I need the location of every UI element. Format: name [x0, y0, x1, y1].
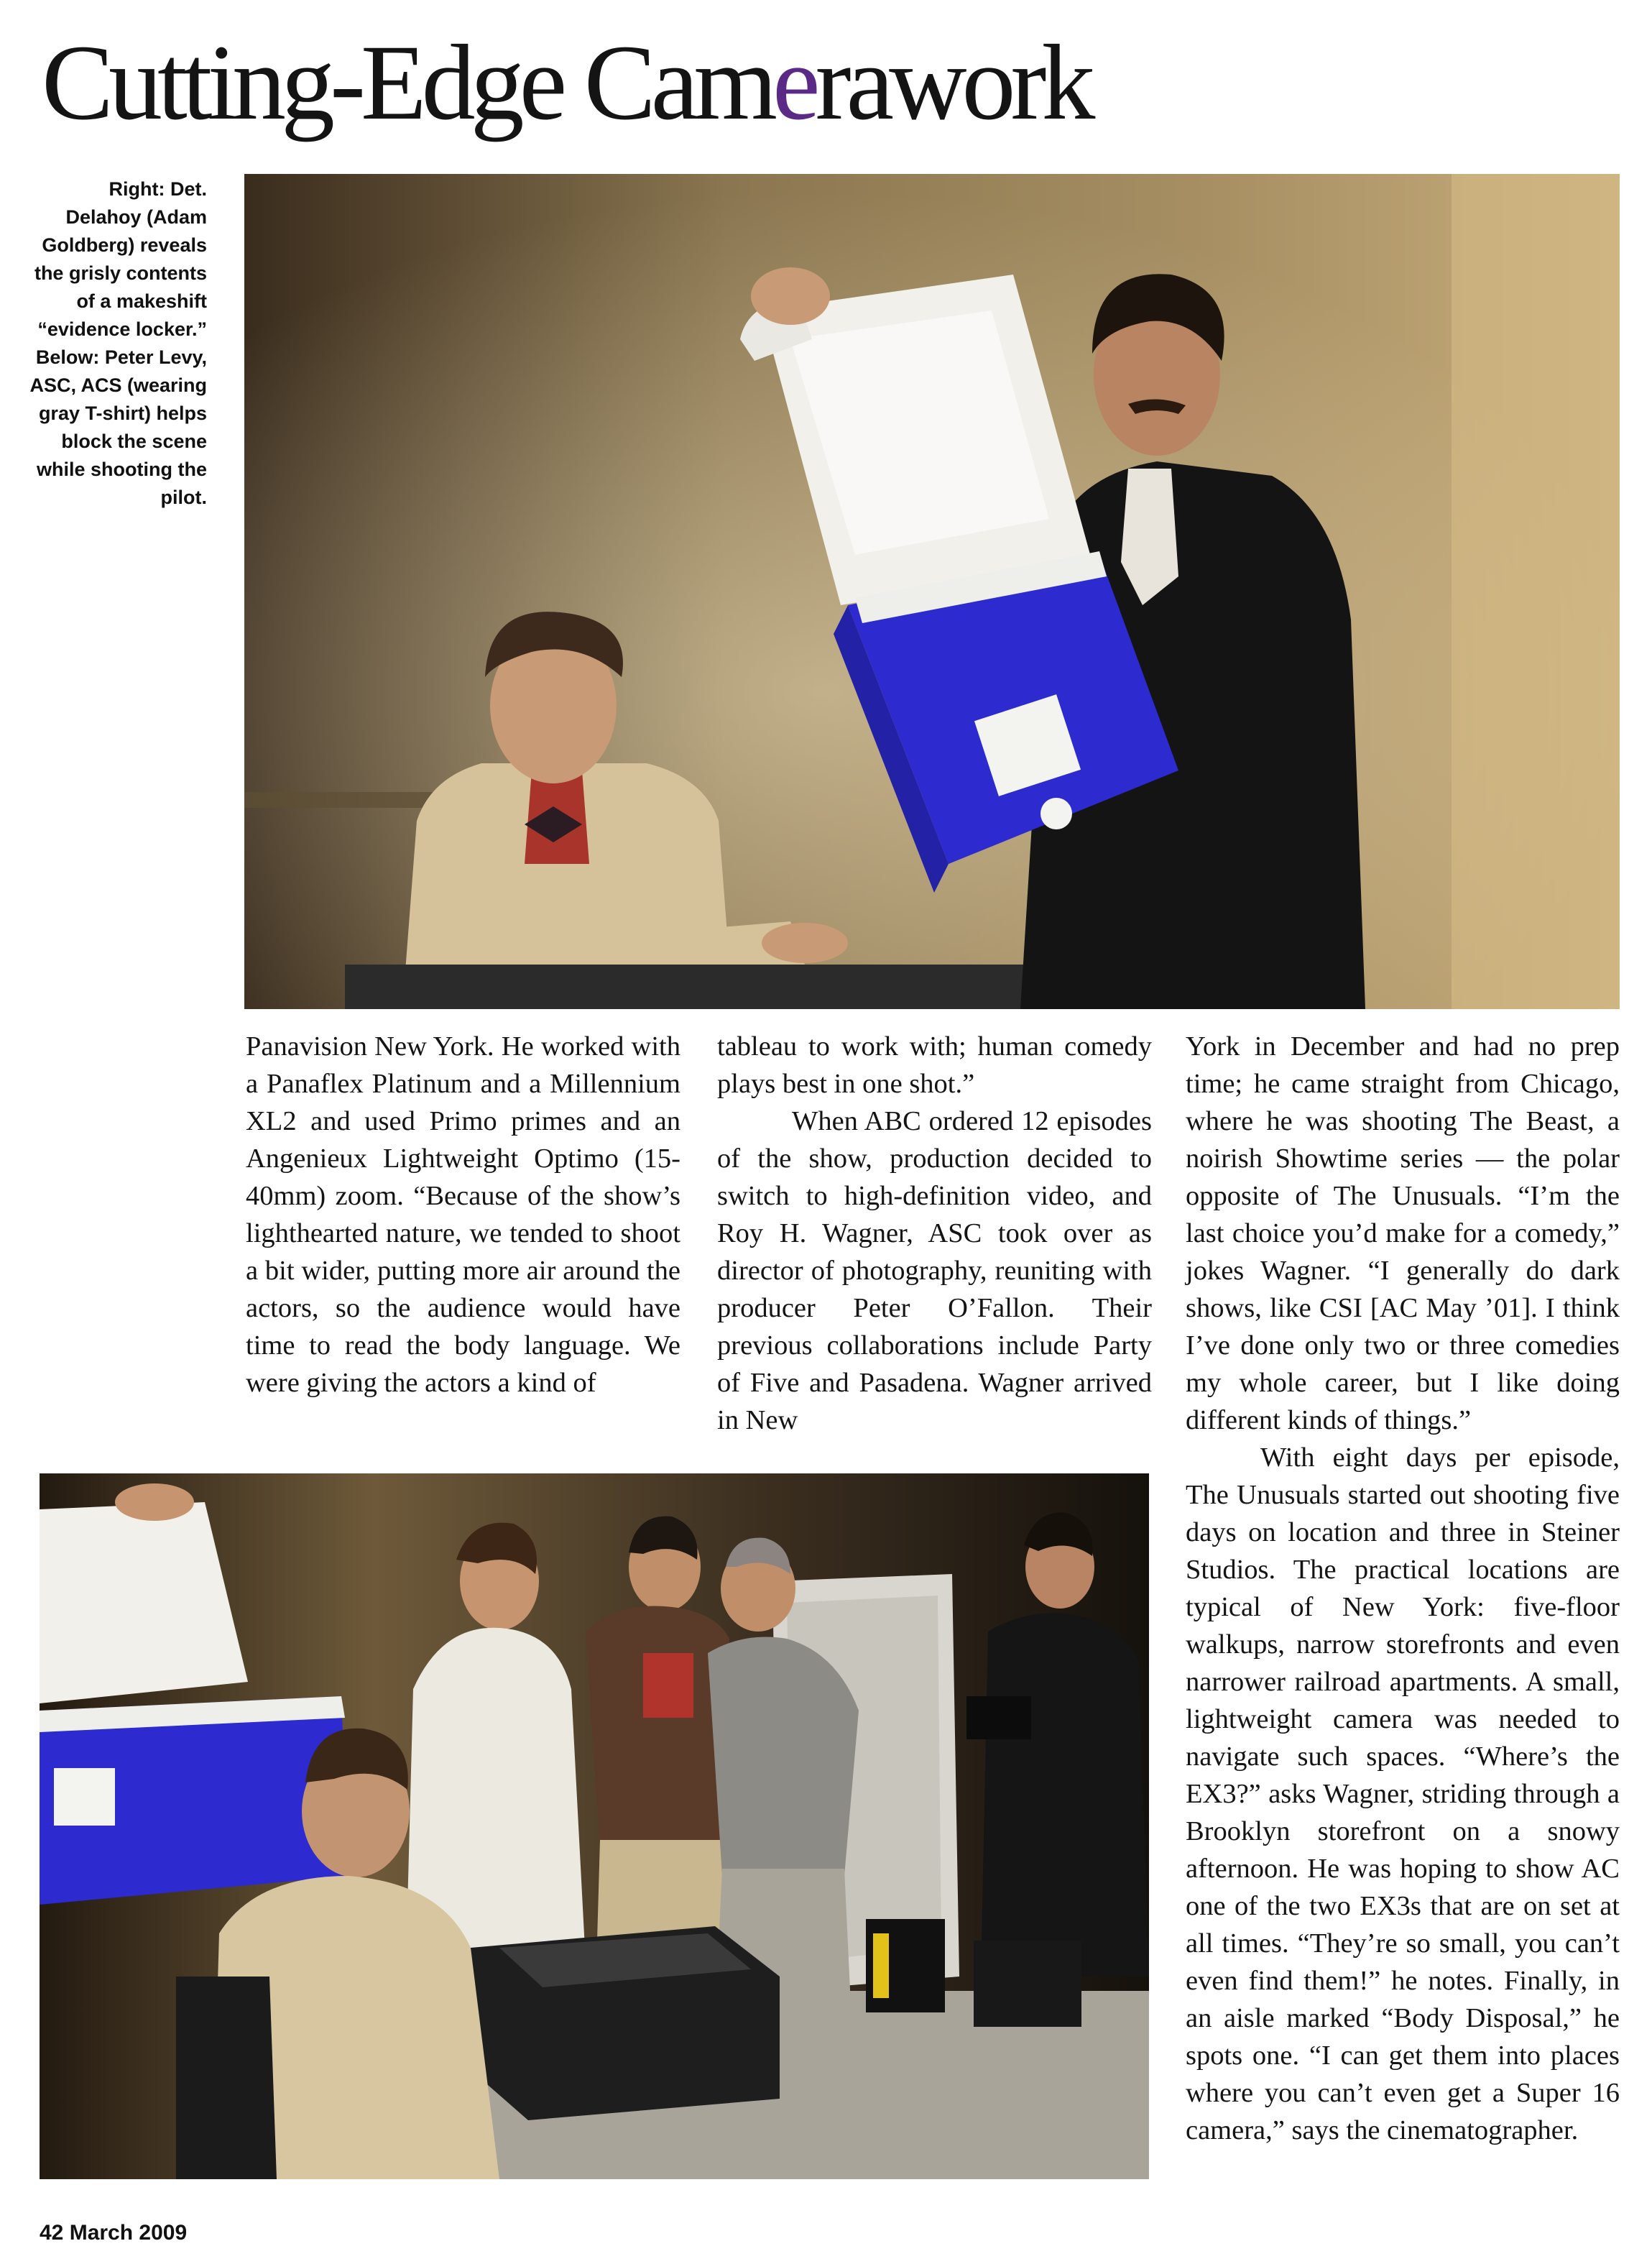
headline-accent-letter: e: [772, 23, 816, 142]
text-column-2: [717, 1028, 1152, 1439]
text-column-1: [246, 1028, 680, 1402]
headline: [42, 23, 1091, 142]
paragraph: When ABC ordered 12 episodes of the show, production decided to switch to high-definition video, and Roy H. Wagner, ASC took over as director of photography, reuniting with producer Peter O’Fallon. Their previous collaborations include Party of Five and Pasadena. Wagner arrived in New: [717, 1106, 1152, 1435]
photo-caption: Right: Det. Delahoy (Adam Goldberg) reveals the grisly contents of a makeshift “evidence locker.” Below: Peter Levy, ASC, ACS (wearing gray T-shirt) helps block the scene while shooting the pilot.: [29, 178, 207, 508]
headline-part-2: rawork: [815, 23, 1091, 142]
paragraph: Panavision New York. He worked with a Panaflex Platinum and a Millennium XL2 and used Primo primes and an Angenieux Lightweight Optimo (15-40mm) zoom. “Because of the show’s lighthearted nature, we tended to shoot a bit wider, putting more air around the actors, so the audience would have time to read the body language. We were giving the actors a kind of: [246, 1031, 680, 1398]
paragraph: York in December and had no prep time; he came straight from Chicago, where he was shooting The Beast, a noirish Showtime series — the polar opposite of The Unusuals. “I’m the last choice you’d make for a comedy,” jokes Wagner. “I generally do dark shows, like CSI [AC May ’01]. I think I’ve done only two or three comedies my whole career, but I like doing different kinds of things.”: [1186, 1031, 1620, 1435]
text-column-3: [1186, 1028, 1620, 2149]
headline-part-1: Cutting-Edge Cam: [42, 23, 773, 142]
paragraph: With eight days per episode, The Unusuals started out shooting five days on location and three in Steiner Studios. The practical locations are typical of New York: five-floor walkups, narrow storefronts and even narrower railroad apartments. A small, lightweight camera was needed to navigate such spaces. “Where’s the EX3?” asks Wagner, striding through a Brooklyn storefront on a snowy afternoon. He was hoping to show AC one of the two EX3s that are on set at all times. “They’re so small, you can’t even find them!” he notes. Finally, in an aisle marked “Body Disposal,” he spots one. “I can get them into places where you can’t even get a Super 16 camera,” says the cinematographer.: [1186, 1442, 1620, 2145]
photo-evidence-locker: [244, 174, 1620, 1009]
page-folio: 42 March 2009: [40, 2221, 188, 2245]
paragraph: tableau to work with; human comedy plays best in one shot.”: [717, 1031, 1152, 1099]
photo-crew-blocking: [40, 1473, 1149, 2179]
